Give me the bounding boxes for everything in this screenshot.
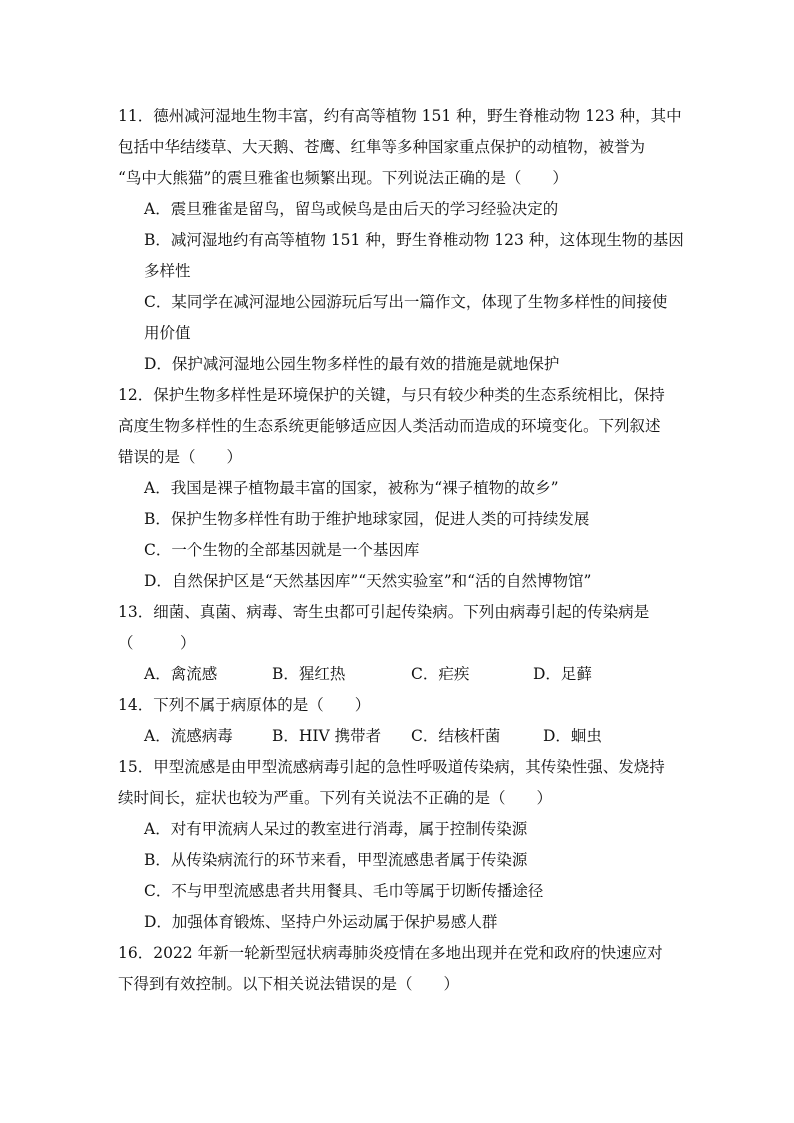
question-14-line-1: 14．下列不属于病原体的是（ ） [118,696,371,714]
question-11-line-2: 包括中华结缕草、大天鹅、苍鹰、红隼等多种国家重点保护的动植物，被誉为 [118,138,646,156]
question-12-option-c: C．一个生物的全部基因就是一个基因库 [144,541,420,559]
question-13-option-a: A．禽流感 [144,665,218,683]
question-11-option-b: B．减河湿地约有高等植物 151 种，野生脊椎动物 123 种，这体现生物的基因 [144,231,684,249]
question-12-option-b: B．保护生物多样性有助于维护地球家园，促进人类的可持续发展 [144,510,590,528]
question-13-option-c: C．疟疾 [411,665,470,683]
question-12-option-d: D．自然保护区是“天然基因库”“天然实验室”和“活的自然博物馆” [144,572,592,590]
question-13-option-b: B．猩红热 [272,665,346,683]
question-14-option-a: A．流感病毒 [144,727,233,745]
question-11-line-3: “鸟中大熊猫”的震旦雅雀也频繁出现。下列说法正确的是（ ） [118,169,568,187]
question-15-option-d: D．加强体育锻炼、坚持户外运动属于保护易感人群 [144,913,498,931]
question-11-option-c-cont: 用价值 [144,324,191,342]
question-15-line-1: 15．甲型流感是由甲型流感病毒引起的急性呼吸道传染病，其传染性强、发烧持 [118,758,665,776]
question-12-line-2: 高度生物多样性的生态系统更能够适应因人类活动而造成的环境变化。下列叙述 [118,417,661,435]
question-11-option-b-cont: 多样性 [144,262,191,280]
question-14-option-b: B．HIV 携带者 [272,727,382,745]
question-13-line-2: （ ） [118,634,196,652]
question-16-line-2: 下得到有效控制。以下相关说法错误的是（ ） [118,975,460,993]
question-15-option-c: C．不与甲型流感患者共用餐具、毛巾等属于切断传播途径 [144,882,544,900]
question-11-option-c: C．某同学在减河湿地公园游玩后写出一篇作文，体现了生物多样性的间接使 [144,293,668,311]
question-15-option-a: A．对有甲流病人呆过的教室进行消毒，属于控制传染源 [144,820,528,838]
question-11-option-d: D．保护减河湿地公园生物多样性的最有效的措施是就地保护 [144,355,560,373]
question-14-option-c: C．结核杆菌 [411,727,501,745]
question-13-option-d: D．足藓 [533,665,592,683]
question-12-option-a: A．我国是裸子植物最丰富的国家，被称为“裸子植物的故乡” [144,479,559,497]
question-14-option-d: D．蛔虫 [543,727,602,745]
question-15-line-2: 续时间长，症状也较为严重。下列有关说法不正确的是（ ） [118,789,553,807]
question-11-line-1: 11．德州减河湿地生物丰富，约有高等植物 151 种，野生脊椎动物 123 种，其中 [118,107,682,125]
question-16-line-1: 16．2022 年新一轮新型冠状病毒肺炎疫情在多地出现并在党和政府的快速应对 [118,944,663,962]
question-12-line-1: 12．保护生物多样性是环境保护的关键，与只有较少种类的生态系统相比，保持 [118,386,665,404]
question-15-option-b: B．从传染病流行的环节来看，甲型流感患者属于传染源 [144,851,528,869]
question-12-line-3: 错误的是（ ） [118,448,243,466]
question-13-line-1: 13．细菌、真菌、病毒、寄生虫都可引起传染病。下列由病毒引起的传染病是 [118,603,650,621]
question-11-option-a: A．震旦雅雀是留鸟，留鸟或候鸟是由后天的学习经验决定的 [144,200,559,218]
